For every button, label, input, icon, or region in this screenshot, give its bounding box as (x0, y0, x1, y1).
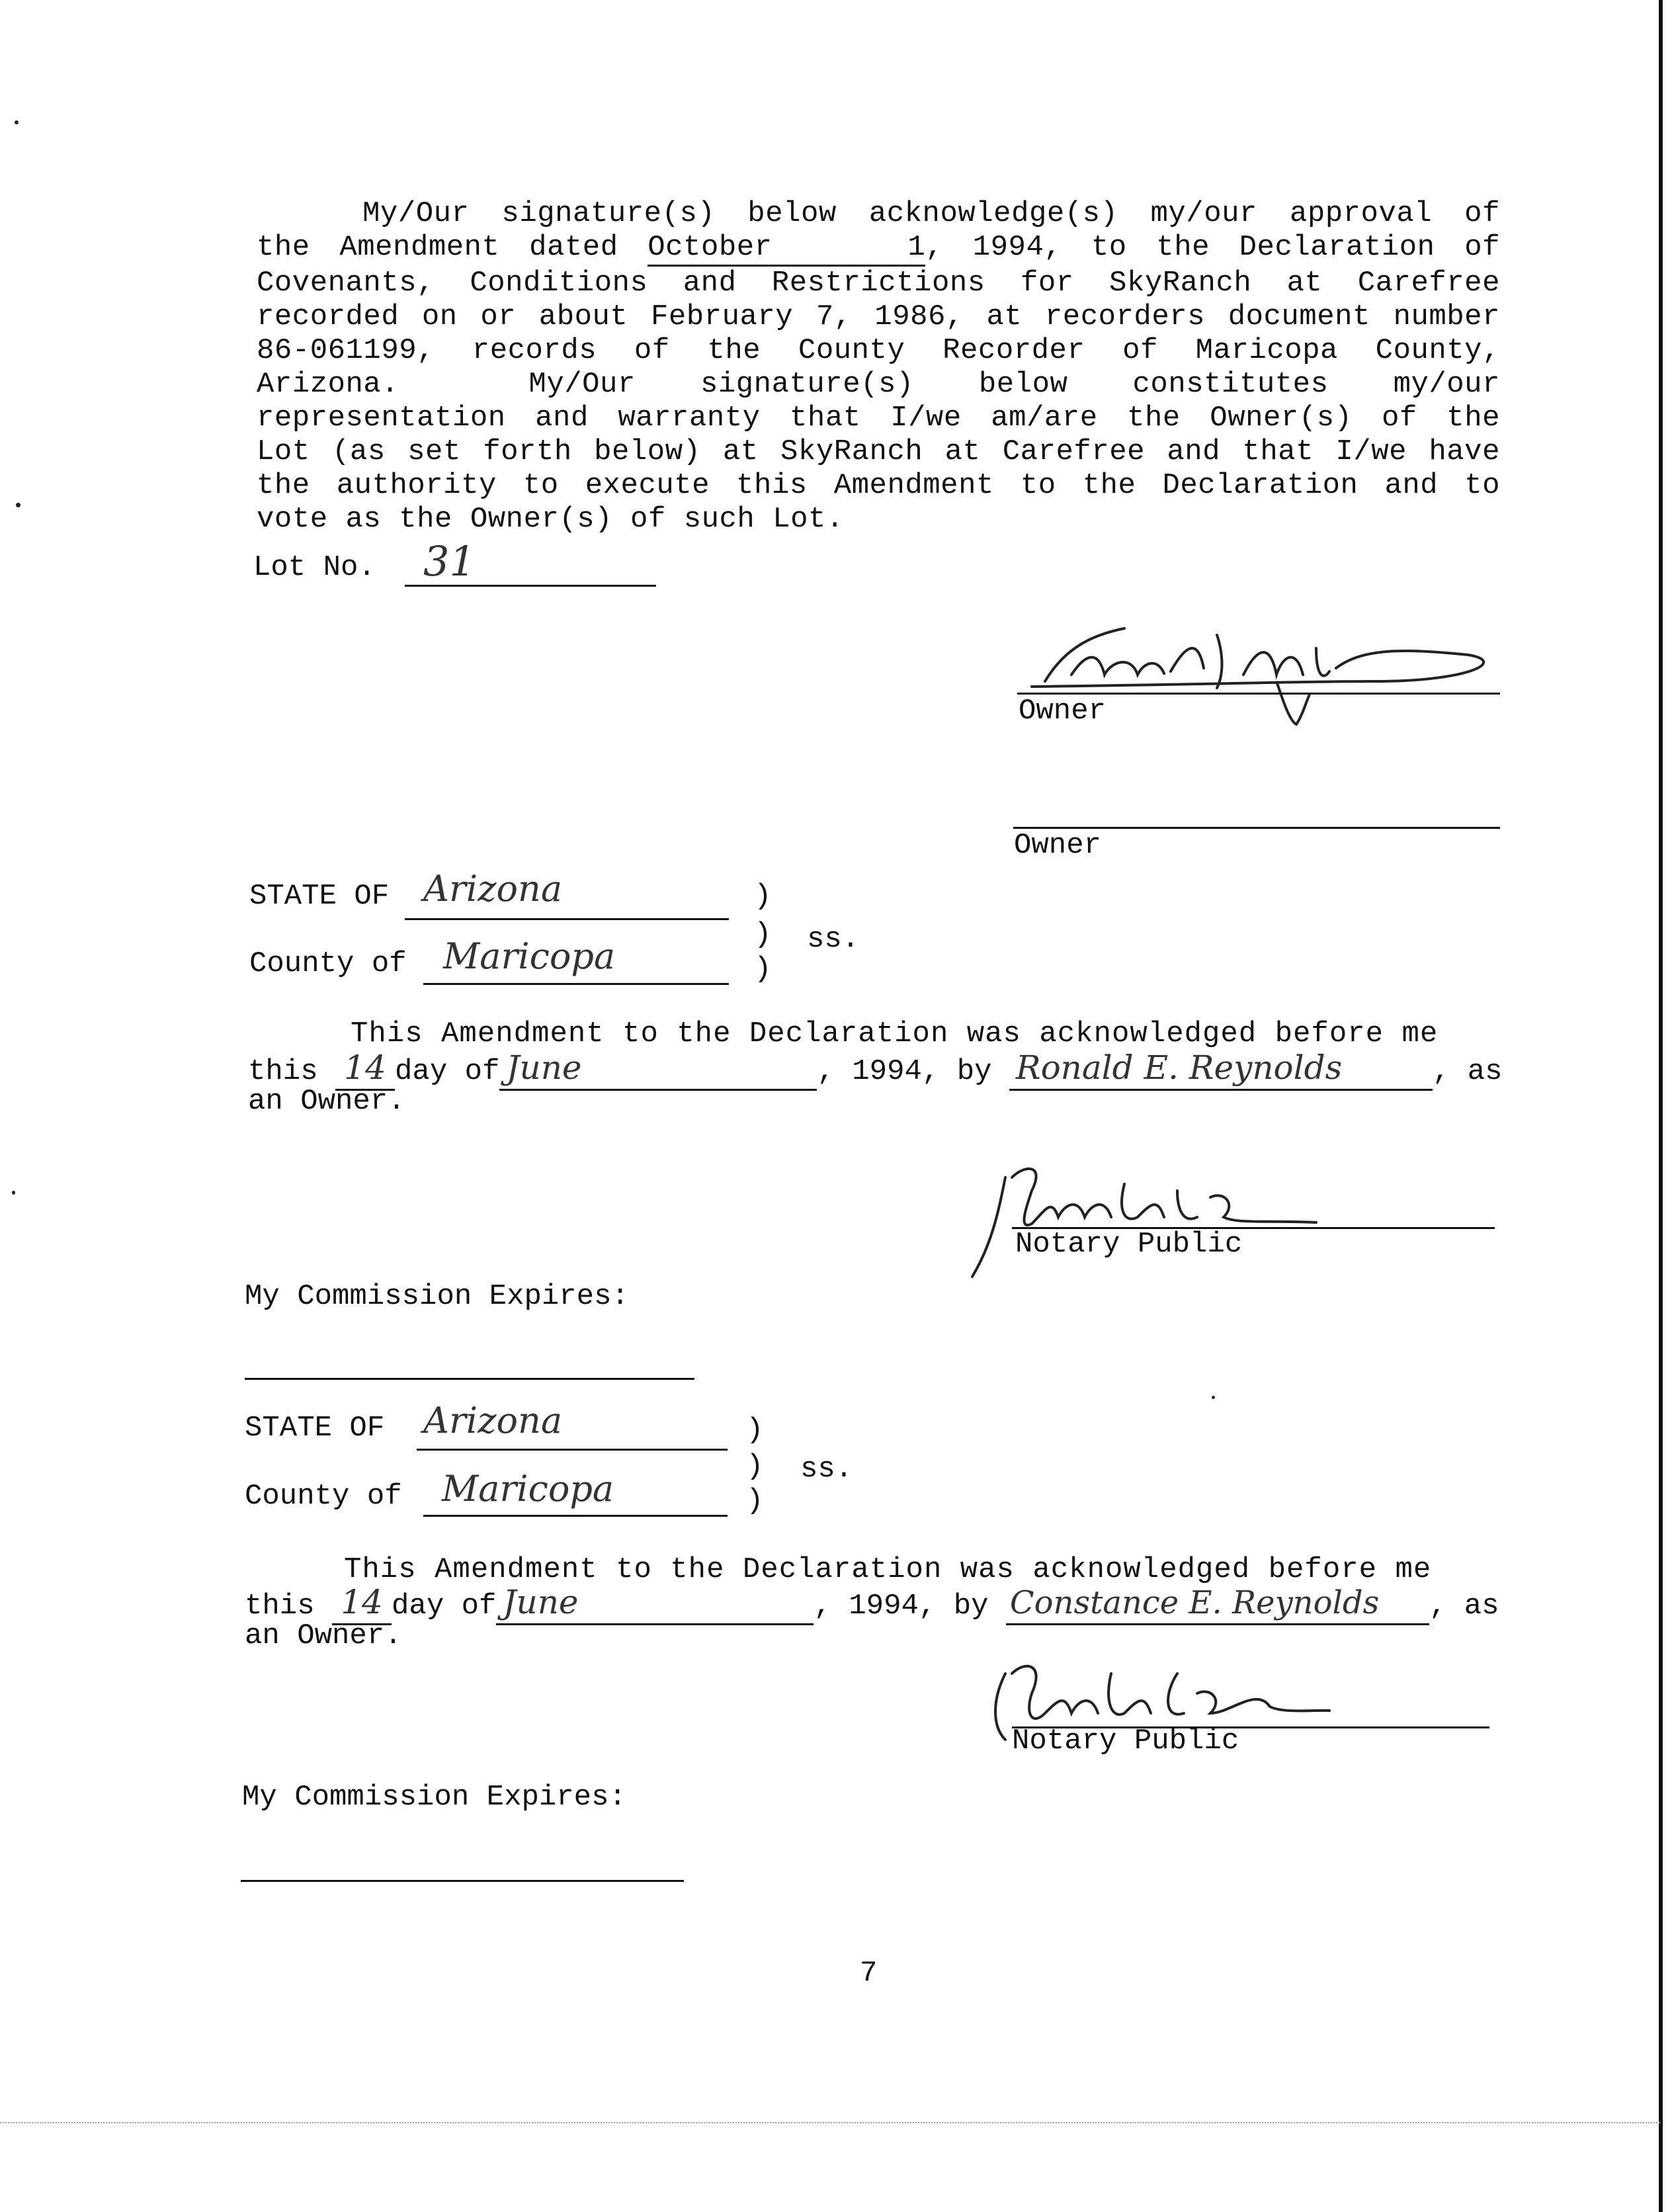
approval-line: representation and warranty that I/we am/are the Owner(s) of the (257, 402, 1500, 435)
ack2-commission-label: My Commission Expires: (242, 1781, 626, 1814)
ack2-state-line (417, 1449, 728, 1451)
amendment-date-field (648, 231, 925, 267)
ack2-brace: ) (746, 1414, 764, 1447)
scan-speck (1212, 1396, 1215, 1399)
approval-line: Arizona. My/Our signature(s) below constitutes my/our (257, 368, 1500, 401)
ack1-county-line (423, 983, 729, 985)
approval-line: Covenants, Conditions and Restrictions for SkyRanch at Carefree (257, 267, 1500, 300)
approval-line-date: the Amendment dated October 1, 1994, to the Declaration of (257, 231, 1500, 267)
scan-edge (1659, 0, 1663, 2212)
ack1-an-owner: an Owner. (248, 1085, 405, 1118)
lot-number-line (405, 585, 656, 587)
ack2-by-value: Constance E. Reynolds (1009, 1584, 1380, 1621)
approval-line: 86-061199, records of the County Recorder of Maricopa County, (257, 334, 1500, 367)
ack1-by-value: Ronald E. Reynolds (1015, 1048, 1343, 1087)
ack1-brace: ) (754, 918, 772, 951)
ack2-month-field (496, 1583, 814, 1625)
ack1-by-field (1009, 1048, 1433, 1091)
ack2-month-value: June (503, 1583, 579, 1621)
owner-label-2: Owner (1014, 829, 1102, 862)
ack1-ss: ss. (807, 923, 860, 956)
ack2-by-field (1006, 1586, 1429, 1625)
ack1-state-line (405, 918, 729, 920)
ack1-month-field (499, 1048, 817, 1091)
ack2-line1: This Amendment to the Declaration was acknowledged before me (344, 1553, 1432, 1586)
approval-paragraph (257, 197, 1500, 536)
ack2-brace: ) (746, 1484, 764, 1517)
lot-label: Lot No. (253, 551, 376, 584)
ack2-state-label: STATE OF (245, 1412, 385, 1445)
ack1-commission-line (245, 1378, 694, 1380)
ack1-state-label: STATE OF (249, 880, 390, 913)
ack1-brace: ) (754, 953, 772, 986)
ack1-line2: this 14 day of June , 1994, by Ronald E. Reynolds , as (248, 1051, 1503, 1091)
ack1-notary-signature (959, 1151, 1329, 1283)
ack2-line2: this 14 day of June , 1994, by Constance E. Reynolds , as (245, 1586, 1499, 1625)
ack1-county-label: County of (249, 947, 407, 980)
ack1-brace: ) (754, 880, 772, 913)
ack2-brace: ) (746, 1450, 764, 1483)
ack1-state-value: Arizona (423, 868, 563, 910)
amendment-date-value: October 1 (648, 231, 926, 264)
approval-line: the authority to execute this Amendment to the Declaration and to (257, 469, 1500, 502)
ack2-day-value: 14 (341, 1583, 383, 1621)
lot-number-value: 31 (423, 537, 476, 585)
scan-speck (12, 1191, 15, 1195)
approval-line: Lot (as set forth below) at SkyRanch at Carefree and that I/we have (257, 435, 1500, 468)
ack2-state-value: Arizona (423, 1400, 563, 1441)
approval-line: My/Our signature(s) below acknowledge(s) my/our approval of (362, 197, 1500, 230)
ack2-county-value: Maricopa (442, 1468, 614, 1510)
ack2-county-line (423, 1515, 728, 1517)
scan-noise-band (0, 2122, 1660, 2123)
ack1-commission-label: My Commission Expires: (245, 1280, 629, 1313)
ack2-ss: ss. (800, 1453, 853, 1486)
ack2-commission-line (241, 1880, 684, 1882)
ack1-day-value: 14 (344, 1048, 386, 1087)
scan-speck (16, 503, 21, 507)
ack2-notary-label: Notary Public (1012, 1724, 1239, 1758)
ack1-line1: This Amendment to the Declaration was acknowledged before me (351, 1017, 1439, 1050)
approval-line: vote as the Owner(s) of such Lot. (257, 503, 844, 536)
ack1-month-value: June (506, 1048, 582, 1087)
ack2-an-owner: an Owner. (245, 1619, 402, 1652)
page-number: 7 (860, 1957, 878, 1990)
ack2-county-label: County of (245, 1480, 402, 1513)
approval-line: recorded on or about February 7, 1986, at recorders document number (257, 300, 1500, 333)
ack1-notary-label: Notary Public (1015, 1228, 1243, 1261)
scan-speck (15, 120, 19, 124)
ack1-county-value: Maricopa (443, 935, 616, 977)
owner-label-1: Owner (1019, 695, 1107, 728)
